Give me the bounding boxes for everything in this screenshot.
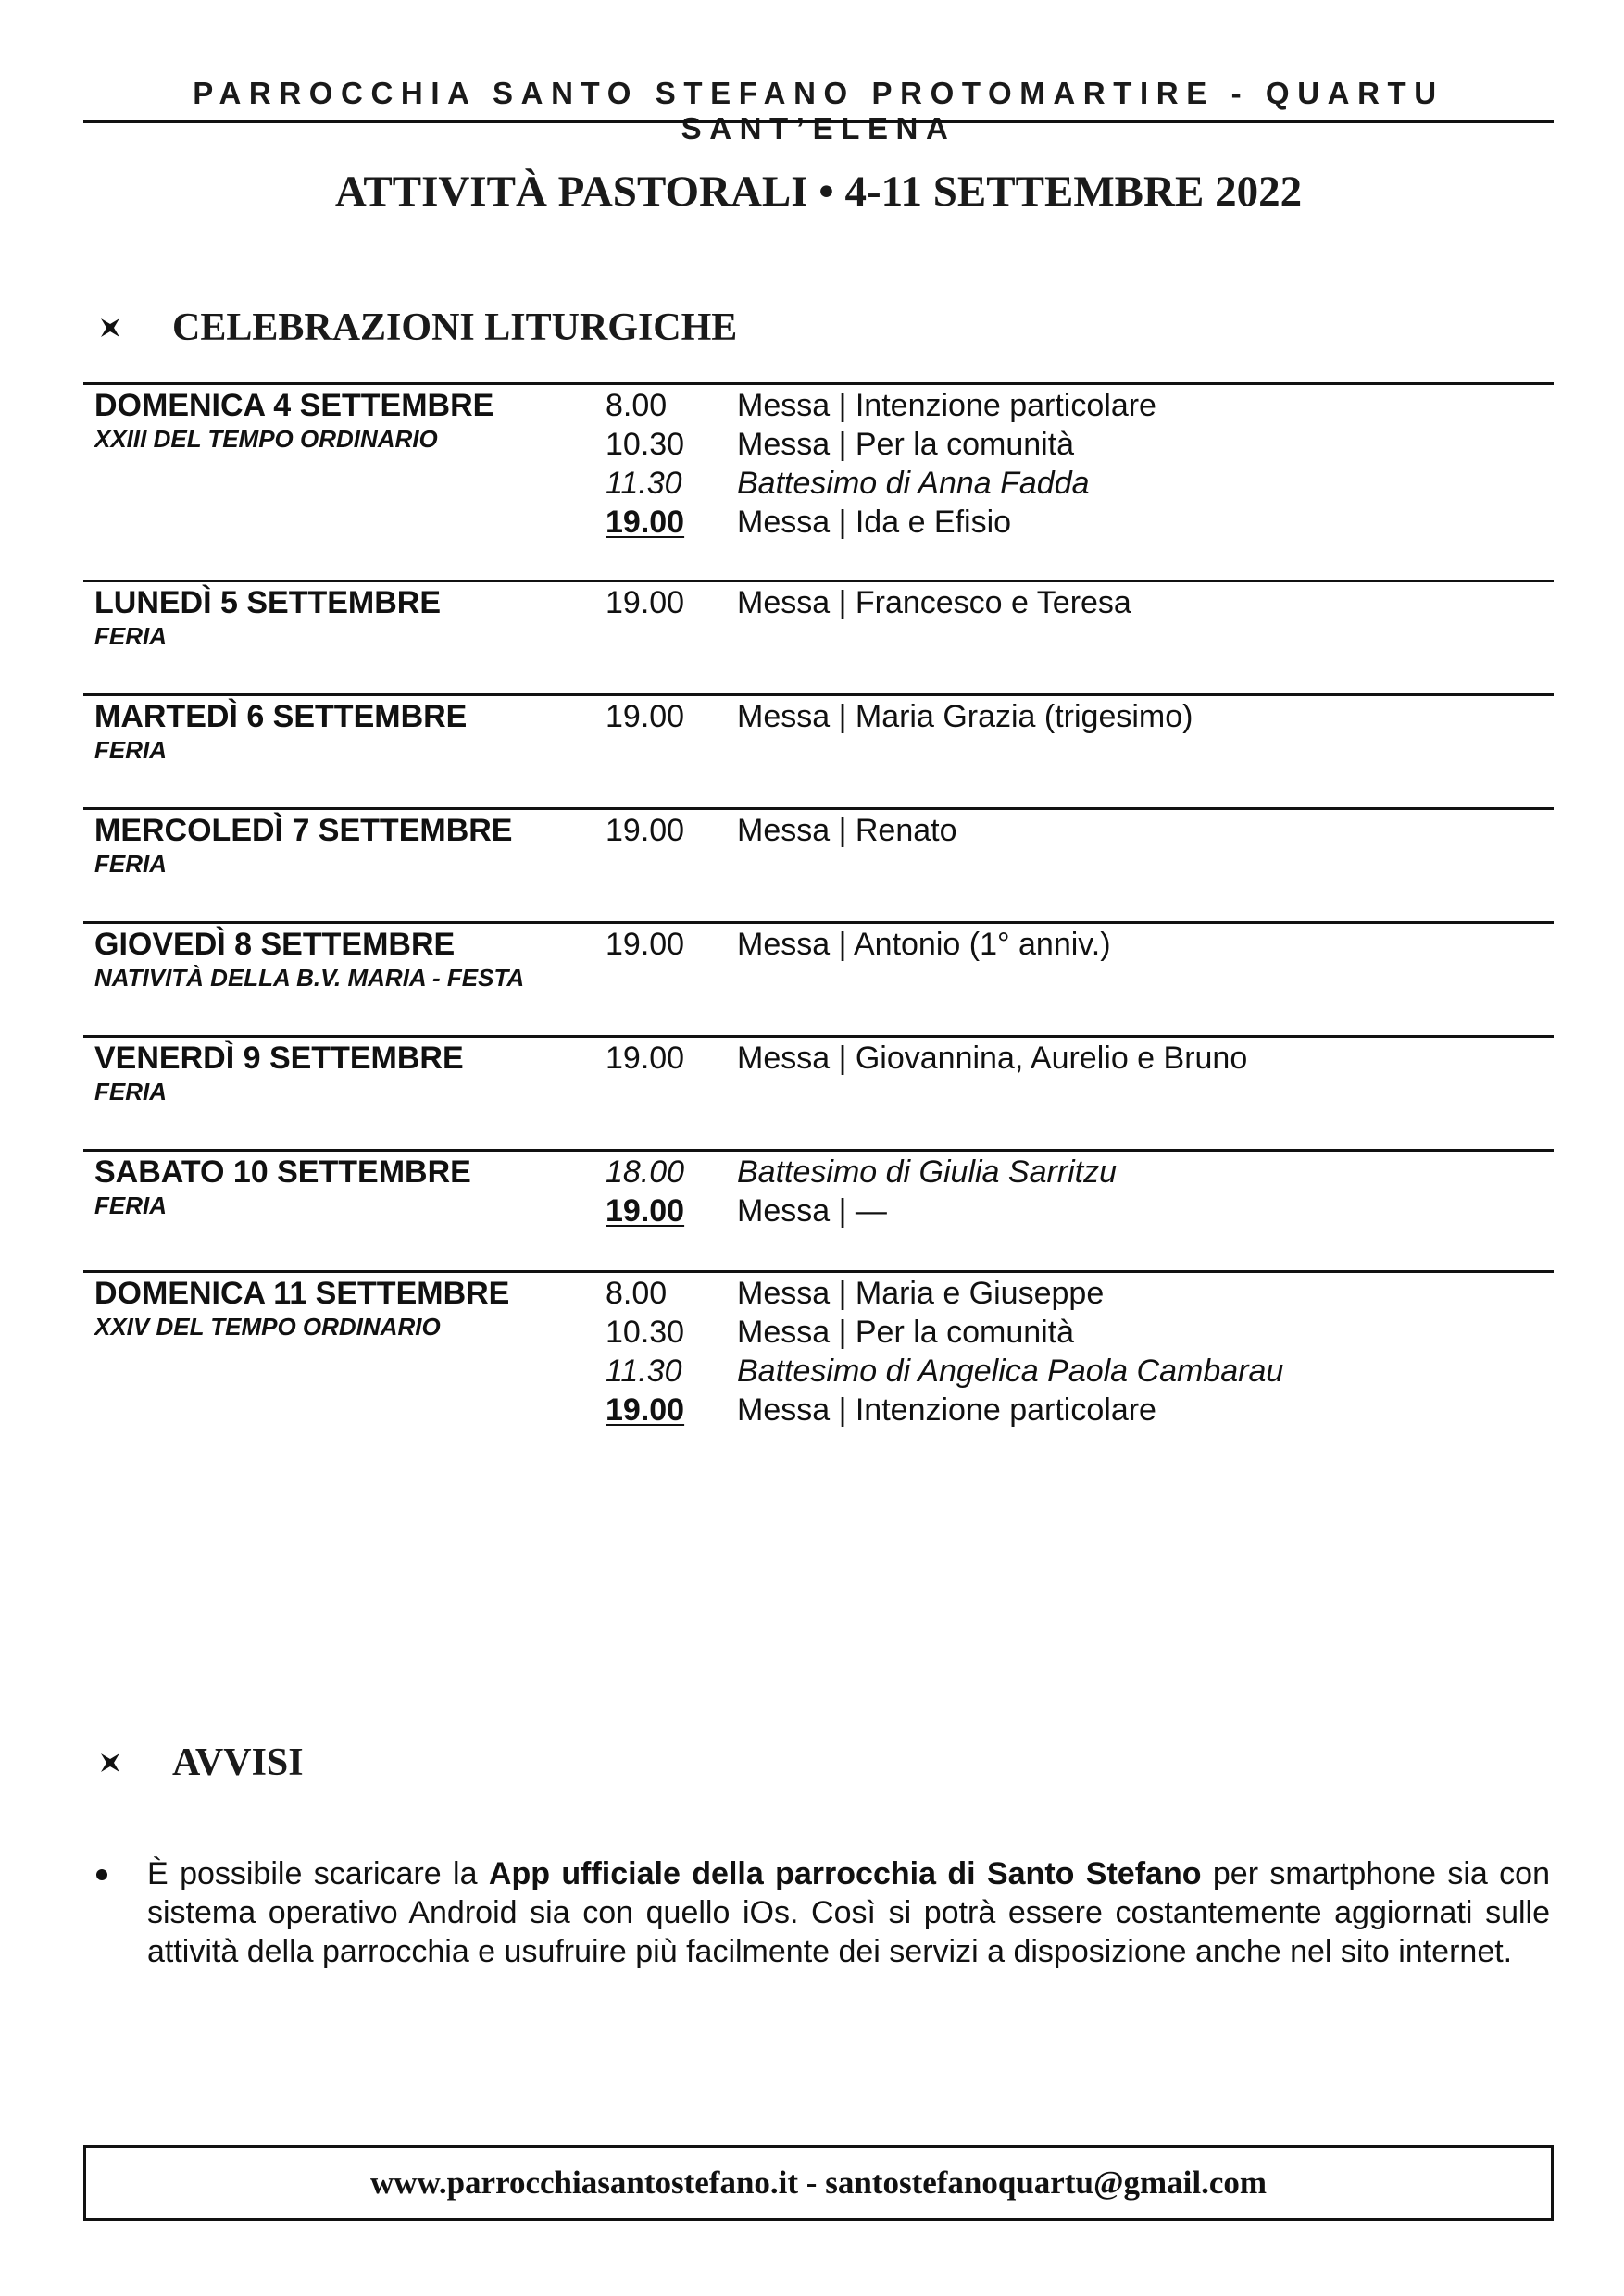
event-description: Messa | Intenzione particolare (737, 388, 1156, 423)
liturgical-day: FERIA (94, 1192, 167, 1219)
section-heading-avvisi (100, 1741, 304, 1785)
event-description: Battesimo di Anna Fadda (737, 466, 1090, 501)
event-item (606, 1153, 1550, 1192)
day-label (94, 810, 594, 878)
event-item (606, 1039, 1550, 1078)
event-time: 19.00 (606, 1193, 685, 1229)
day-name: MARTEDÌ 6 SETTEMBRE (94, 699, 468, 734)
event-list (606, 385, 1550, 542)
event-item (606, 464, 1550, 503)
event-time: 19.00 (606, 505, 685, 540)
event-time: 19.00 (606, 813, 685, 848)
day-row (83, 382, 1554, 580)
liturgical-day: XXIV DEL TEMPO ORDINARIO (94, 1313, 441, 1341)
four-point-star-icon (100, 318, 120, 338)
event-item (606, 1352, 1550, 1391)
event-time: 18.00 (606, 1154, 685, 1190)
liturgical-day: XXIII DEL TEMPO ORDINARIO (94, 425, 438, 453)
event-list (606, 924, 1550, 964)
event-item (606, 1192, 1550, 1230)
footer-contacts: www.parrocchiasantostefano.it - santostefanoquartu@gmail.com (83, 2145, 1554, 2221)
day-label (94, 385, 594, 453)
event-description: Messa | — (737, 1193, 887, 1229)
event-list (606, 1038, 1550, 1078)
day-label (94, 924, 594, 992)
event-item (606, 425, 1550, 464)
event-description: Messa | Renato (737, 813, 957, 848)
day-label (94, 1152, 594, 1219)
section-heading-celebrazioni (100, 306, 737, 350)
day-label (94, 582, 594, 650)
event-description: Battesimo di Angelica Paola Cambarau (737, 1354, 1284, 1389)
day-name: DOMENICA 11 SETTEMBRE (94, 1276, 510, 1311)
event-item (606, 697, 1550, 736)
event-item (606, 925, 1550, 964)
event-description: Messa | Antonio (1° anniv.) (737, 927, 1111, 962)
event-description: Messa | Per la comunità (737, 1315, 1075, 1350)
event-list (606, 810, 1550, 850)
day-row (83, 1270, 1554, 1449)
event-time: 19.00 (606, 927, 685, 962)
parish-header: PARROCCHIA SANTO STEFANO PROTOMARTIRE - QUARTU SANT’ELENA (193, 76, 1444, 145)
event-description: Messa | Giovannina, Aurelio e Bruno (737, 1041, 1248, 1076)
event-time: 10.30 (606, 427, 685, 462)
day-label (94, 696, 594, 764)
day-name: VENERDÌ 9 SETTEMBRE (94, 1041, 464, 1076)
event-time: 19.00 (606, 1041, 685, 1076)
event-item (606, 386, 1550, 425)
header-divider (83, 120, 1554, 123)
section-title: CELEBRAZIONI LITURGICHE (172, 306, 738, 349)
liturgical-day: FERIA (94, 622, 167, 650)
day-row (83, 1149, 1554, 1270)
event-description: Messa | Maria e Giuseppe (737, 1276, 1105, 1311)
event-list (606, 582, 1550, 622)
event-time: 8.00 (606, 388, 668, 423)
event-time: 19.00 (606, 1392, 685, 1428)
event-time: 8.00 (606, 1276, 668, 1311)
event-time: 19.00 (606, 699, 685, 734)
notice-text-after: per smartphone sia con sistema operativo Android sia con quello iOs. Così si potrà essere costantemente aggiornati sulle attività della parrocchia e usufruire più facilmente dei servizi a disposizione anche nel sito internet. (147, 1856, 1550, 1969)
section-title: AVVISI (172, 1741, 304, 1784)
day-name: GIOVEDÌ 8 SETTEMBRE (94, 927, 456, 962)
event-description: Battesimo di Giulia Sarritzu (737, 1154, 1118, 1190)
bullet-icon (96, 1854, 115, 1880)
day-name: DOMENICA 4 SETTEMBRE (94, 388, 494, 423)
document-title: ATTIVITÀ PASTORALI • 4-11 SETTEMBRE 2022 (334, 168, 1303, 216)
day-name: LUNEDÌ 5 SETTEMBRE (94, 585, 442, 620)
day-label (94, 1273, 594, 1341)
event-description: Messa | Per la comunità (737, 427, 1075, 462)
liturgical-day: FERIA (94, 850, 167, 878)
day-label (94, 1038, 594, 1105)
event-description: Messa | Ida e Efisio (737, 505, 1012, 540)
event-time: 10.30 (606, 1315, 685, 1350)
liturgical-day: NATIVITÀ DELLA B.V. MARIA - FESTA (94, 964, 525, 992)
day-row (83, 580, 1554, 693)
event-item (606, 583, 1550, 622)
event-description: Messa | Maria Grazia (trigesimo) (737, 699, 1193, 734)
event-item (606, 1274, 1550, 1313)
liturgical-day: FERIA (94, 1078, 167, 1105)
event-description: Messa | Intenzione particolare (737, 1392, 1156, 1428)
notice-item (96, 1854, 1550, 1971)
event-list (606, 1273, 1550, 1429)
event-item (606, 1391, 1550, 1429)
event-time: 19.00 (606, 585, 685, 620)
notice-text (147, 1854, 1550, 1971)
event-list (606, 696, 1550, 736)
event-item (606, 1313, 1550, 1352)
day-row (83, 1035, 1554, 1149)
event-list (606, 1152, 1550, 1230)
event-time: 11.30 (606, 466, 682, 501)
liturgical-schedule (83, 382, 1554, 1449)
day-row (83, 807, 1554, 921)
day-name: SABATO 10 SETTEMBRE (94, 1154, 471, 1190)
four-point-star-icon (100, 1753, 120, 1773)
event-time: 11.30 (606, 1354, 682, 1389)
event-item (606, 811, 1550, 850)
day-row (83, 921, 1554, 1035)
notice-text-before: È possibile scaricare la (147, 1856, 489, 1891)
event-description: Messa | Francesco e Teresa (737, 585, 1131, 620)
liturgical-day: FERIA (94, 736, 167, 764)
day-name: MERCOLEDÌ 7 SETTEMBRE (94, 813, 513, 848)
day-row (83, 693, 1554, 807)
event-item (606, 503, 1550, 542)
notice-app-name: App ufficiale della parrocchia di Santo Stefano (488, 1856, 1202, 1891)
